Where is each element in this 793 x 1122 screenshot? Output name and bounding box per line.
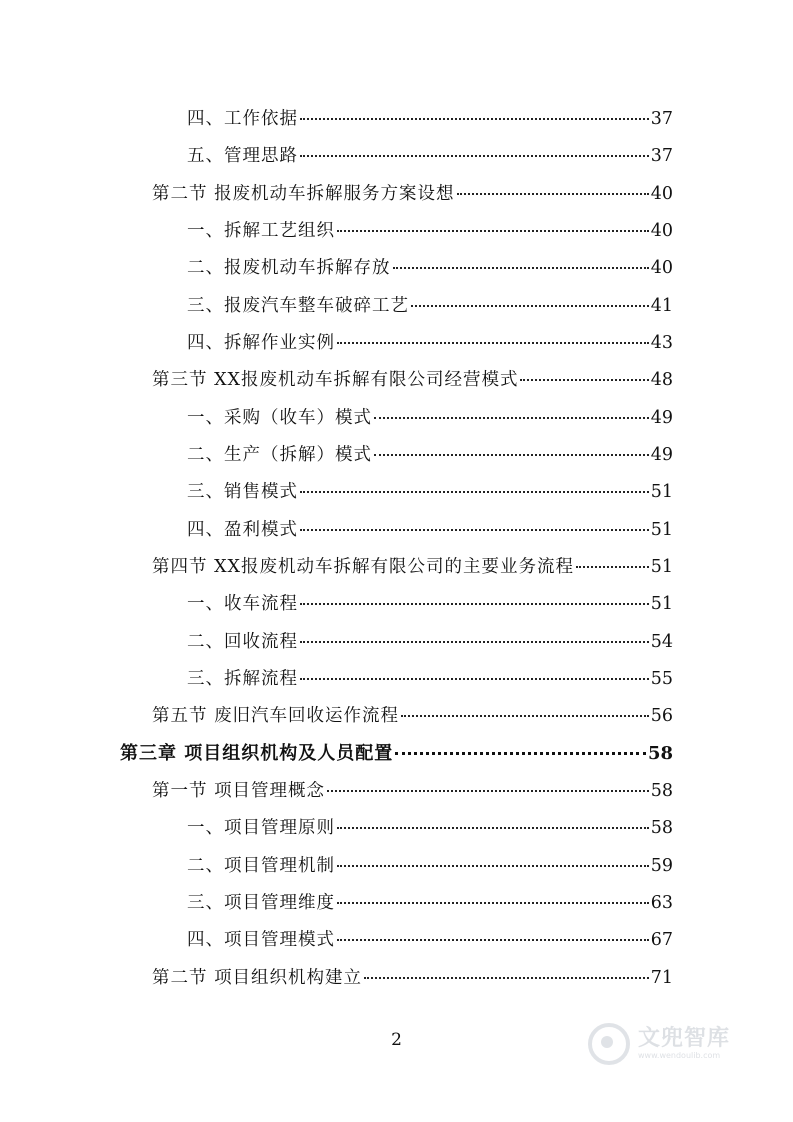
toc-entry[interactable] <box>187 815 673 841</box>
toc-entry-page: 56 <box>650 706 673 726</box>
toc-dot-leader <box>576 566 649 568</box>
toc-dot-leader <box>374 454 649 456</box>
toc-entry-label: 一、项目管理原则 <box>187 818 335 838</box>
toc-entry-page: 49 <box>650 445 673 465</box>
toc-entry[interactable] <box>187 255 673 281</box>
toc-dot-leader <box>457 193 649 195</box>
toc-chapter-entry[interactable] <box>120 741 673 767</box>
toc-entry[interactable] <box>187 293 673 319</box>
toc-entry-page: 51 <box>650 594 673 614</box>
toc-entry-label: 四、盈利模式 <box>187 520 298 540</box>
toc-entry-page: 63 <box>650 893 673 913</box>
toc-dot-leader <box>401 715 649 717</box>
toc-entry-label: 第三章 项目组织机构及人员配置 <box>120 743 394 764</box>
toc-entry-page: 71 <box>650 968 673 988</box>
toc-entry[interactable] <box>152 367 673 393</box>
toc-entry-page: 59 <box>650 856 673 876</box>
toc-entry-page: 58 <box>650 818 673 838</box>
toc-entry-label: 二、报废机动车拆解存放 <box>187 258 391 278</box>
toc-dot-leader <box>411 305 649 307</box>
toc-entry-page: 40 <box>650 221 673 241</box>
toc-dot-leader <box>300 529 649 531</box>
toc-entry[interactable] <box>187 218 673 244</box>
toc-entry[interactable] <box>152 703 673 729</box>
toc-entry-page: 67 <box>650 930 673 950</box>
toc-entry[interactable] <box>152 554 673 580</box>
toc-dot-leader <box>337 827 649 829</box>
toc-entry[interactable] <box>187 106 673 132</box>
toc-dot-leader <box>337 939 649 941</box>
toc-dot-leader <box>393 267 649 269</box>
toc-entry-page: 58 <box>647 743 673 764</box>
toc-entry[interactable] <box>187 927 673 953</box>
watermark-url: www.wendoulib.com <box>638 1051 721 1060</box>
toc-entry-label: 三、报废汽车整车破碎工艺 <box>187 296 409 316</box>
toc-dot-leader <box>300 678 649 680</box>
toc-entry[interactable] <box>187 591 673 617</box>
toc-dot-leader <box>395 752 646 755</box>
toc-entry[interactable] <box>187 479 673 505</box>
toc-dot-leader <box>300 491 649 493</box>
toc-entry-page: 40 <box>650 184 673 204</box>
toc-entry-label: 二、回收流程 <box>187 632 298 652</box>
toc-dot-leader <box>337 902 649 904</box>
toc-entry-page: 51 <box>650 557 673 577</box>
toc-entry-page: 37 <box>650 146 673 166</box>
toc-dot-leader <box>327 790 649 792</box>
toc-entry-label: 二、项目管理机制 <box>187 856 335 876</box>
toc-dot-leader <box>300 641 649 643</box>
toc-entry[interactable] <box>152 181 673 207</box>
toc-dot-leader <box>300 603 649 605</box>
toc-entry-label: 一、拆解工艺组织 <box>187 221 335 241</box>
toc-entry-label: 四、拆解作业实例 <box>187 333 335 353</box>
toc-entry-label: 第三节 XX报废机动车拆解有限公司经营模式 <box>152 370 519 390</box>
toc-entry-page: 49 <box>650 408 673 428</box>
toc-entry-label: 三、销售模式 <box>187 482 298 502</box>
toc-entry-label: 一、采购（收车）模式 <box>187 408 372 428</box>
toc-entry-label: 五、管理思路 <box>187 146 298 166</box>
toc-entry-page: 51 <box>650 482 673 502</box>
toc-entry-label: 二、生产（拆解）模式 <box>187 445 372 465</box>
toc-entry[interactable] <box>187 405 673 431</box>
toc-entry-page: 41 <box>650 296 673 316</box>
toc-dot-leader <box>300 118 649 120</box>
wendou-logo-icon <box>588 1023 630 1065</box>
toc-entry[interactable] <box>152 965 673 991</box>
toc-dot-leader <box>300 155 649 157</box>
toc-entry-label: 第五节 废旧汽车回收运作流程 <box>152 706 400 726</box>
toc-entry-label: 三、项目管理维度 <box>187 893 335 913</box>
toc-dot-leader <box>337 865 649 867</box>
toc-entry[interactable] <box>187 853 673 879</box>
toc-entry-page: 48 <box>650 370 673 390</box>
toc-entry-label: 四、工作依据 <box>187 109 298 129</box>
toc-dot-leader <box>520 379 648 381</box>
toc-entry-label: 第一节 项目管理概念 <box>152 781 326 801</box>
toc-entry[interactable] <box>152 778 673 804</box>
toc-entry-page: 58 <box>650 781 673 801</box>
toc-dot-leader <box>337 230 649 232</box>
toc-entry[interactable] <box>187 517 673 543</box>
watermark <box>588 1014 758 1074</box>
page-number: 2 <box>391 1030 402 1050</box>
toc-dot-leader <box>364 977 649 979</box>
toc-entry-label: 第二节 报废机动车拆解服务方案设想 <box>152 184 455 204</box>
toc-entry[interactable] <box>187 442 673 468</box>
toc-entry-page: 40 <box>650 258 673 278</box>
toc-entry-page: 55 <box>650 669 673 689</box>
toc-dot-leader <box>337 342 649 344</box>
toc-entry-label: 第二节 项目组织机构建立 <box>152 968 363 988</box>
toc-dot-leader <box>374 417 649 419</box>
toc-entry-page: 37 <box>650 109 673 129</box>
toc-entry-label: 三、拆解流程 <box>187 669 298 689</box>
watermark-text <box>638 1027 730 1061</box>
toc-entry-label: 四、项目管理模式 <box>187 930 335 950</box>
toc-entry-label: 第四节 XX报废机动车拆解有限公司的主要业务流程 <box>152 557 574 577</box>
watermark-name: 文兜智库 <box>638 1026 731 1051</box>
toc-entry-page: 54 <box>650 632 673 652</box>
toc-entry[interactable] <box>187 330 673 356</box>
toc-entry-page: 51 <box>650 520 673 540</box>
toc-entry[interactable] <box>187 629 673 655</box>
toc-entry-label: 一、收车流程 <box>187 594 298 614</box>
toc-entry[interactable] <box>187 890 673 916</box>
toc-entry-page: 43 <box>650 333 673 353</box>
toc-entry[interactable] <box>187 143 673 169</box>
toc-entry[interactable] <box>187 666 673 692</box>
